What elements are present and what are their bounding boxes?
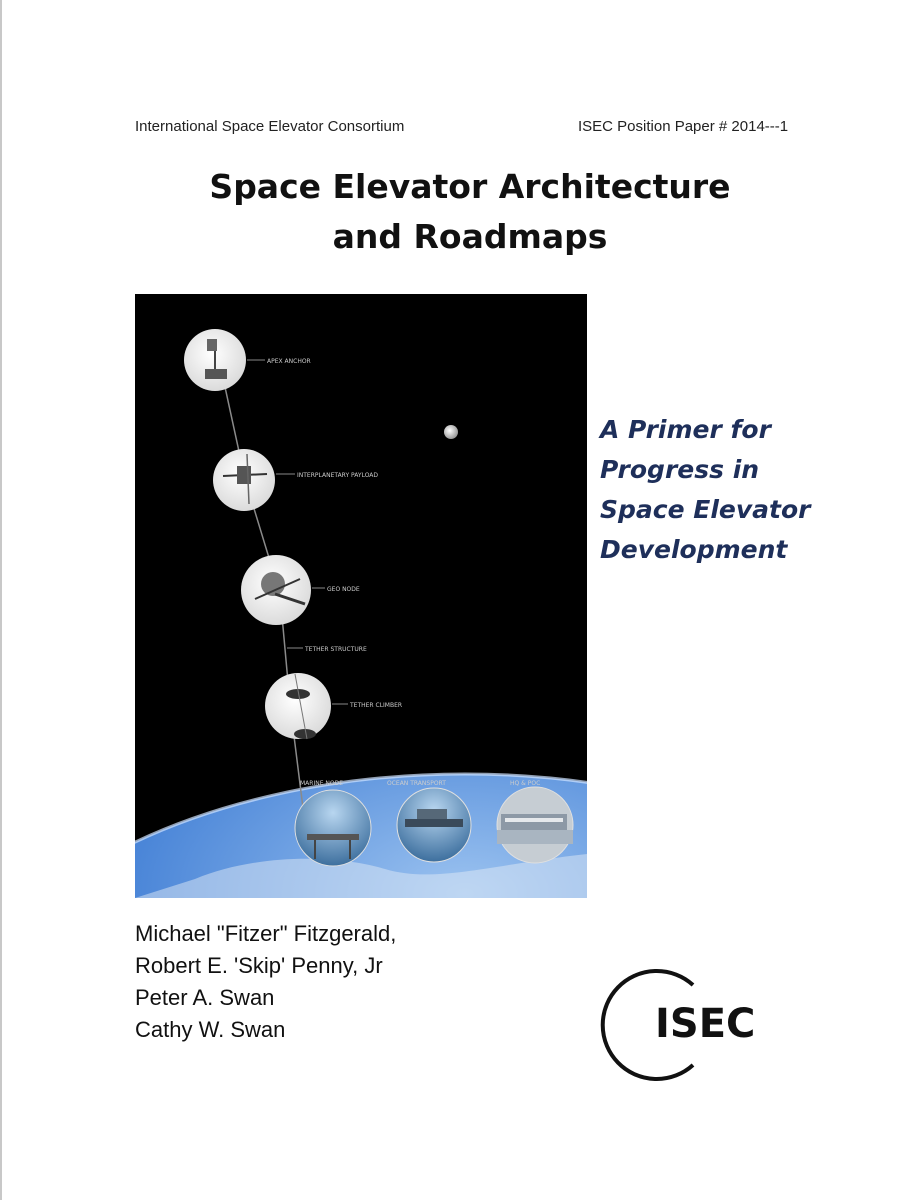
tether-climber-circle <box>265 673 331 739</box>
title-line-1: Space Elevator Architecture <box>209 167 731 206</box>
header-organization: International Space Elevator Consortium <box>135 118 405 135</box>
primer-line-4: Development <box>600 535 788 564</box>
author-1: Michael "Fitzer" Fitzgerald, <box>135 921 397 946</box>
label-geo-node: GEO NODE <box>327 586 360 593</box>
primer-subtitle <box>600 410 860 570</box>
primer-line-2: Progress in <box>600 455 760 484</box>
label-interplanetary-payload: INTERPLANETARY PAYLOAD <box>297 472 379 479</box>
label-hq-poc: HQ & POC <box>510 780 541 787</box>
author-4: Cathy W. Swan <box>135 1017 286 1042</box>
title-line-2: and Roadmaps <box>332 217 608 256</box>
primer-line-3: Space Elevator <box>600 495 811 524</box>
header-paper-id: ISEC Position Paper # 2014---1 <box>578 118 789 135</box>
author-3: Peter A. Swan <box>135 985 275 1010</box>
label-apex-anchor: APEX ANCHOR <box>267 358 311 365</box>
moon <box>444 425 458 439</box>
space-elevator-illustration <box>135 294 587 898</box>
marine-node-circle <box>295 790 371 866</box>
label-marine-node: MARINE NODE <box>300 780 344 787</box>
page-edge <box>0 0 2 1200</box>
logo-text: ISEC <box>655 1001 756 1047</box>
primer-line-1: A Primer for <box>600 415 771 444</box>
label-tether-structure: TETHER STRUCTURE <box>305 646 367 653</box>
author-list <box>135 918 396 1046</box>
label-ocean-transport: OCEAN TRANSPORT <box>387 780 446 787</box>
isec-logo <box>575 955 795 1090</box>
author-2: Robert E. 'Skip' Penny, Jr <box>135 953 383 978</box>
cover-illustration <box>135 294 587 898</box>
document-title <box>160 162 780 262</box>
label-tether-climber: TETHER CLIMBER <box>350 702 403 709</box>
